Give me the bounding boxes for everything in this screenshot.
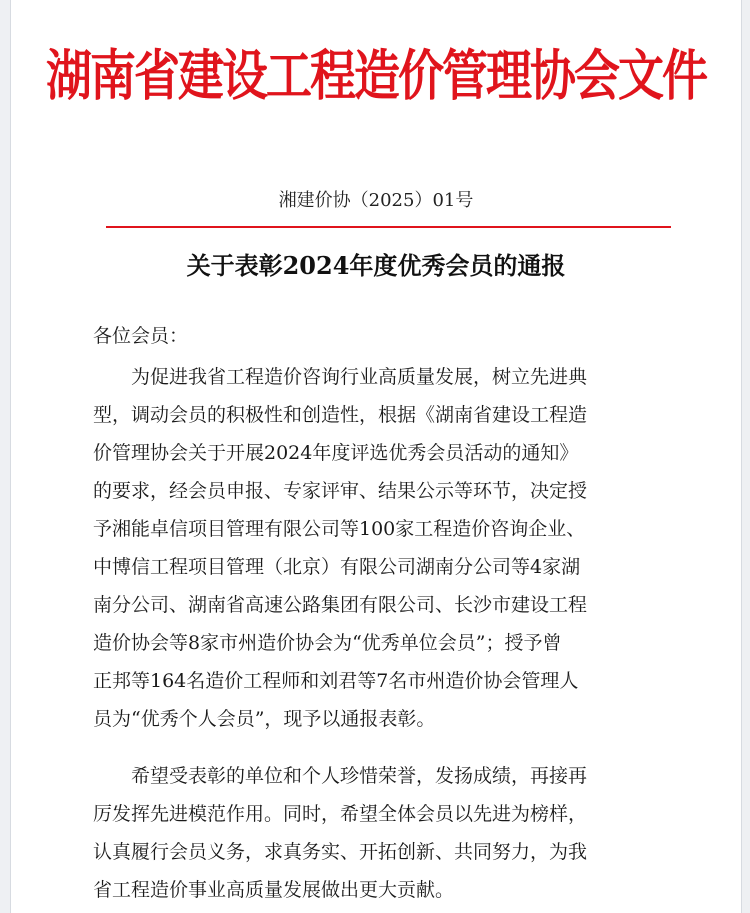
paragraph-1-line: 型，调动会员的积极性和创造性，根据《湖南省建设工程造	[93, 404, 588, 426]
red-divider-line	[106, 226, 671, 228]
paragraph-1-line: 正邦等164名造价工程师和刘君等7名市州造价协会管理人	[93, 670, 579, 692]
paragraph-1-line: 价管理协会关于开展2024年度评选优秀会员活动的通知》	[93, 442, 579, 464]
document-header-title: 湖南省建设工程造价管理协会文件	[46, 43, 706, 108]
notice-title: 关于表彰2024年度优秀会员的通报	[186, 251, 566, 280]
paragraph-1-line: 予湘能卓信项目管理有限公司等100家工程造价咨询企业、	[93, 518, 586, 540]
paragraph-2-line: 希望受表彰的单位和个人珍惜荣誉，发扬成绩，再接再	[131, 765, 588, 787]
salutation: 各位会员：	[93, 325, 189, 347]
paragraph-1-line: 中博信工程项目管理（北京）有限公司湖南分公司等4家湖	[93, 556, 581, 578]
right-page-gutter	[741, 0, 750, 913]
paragraph-1-line: 员为“优秀个人会员”，现予以通报表彰。	[93, 708, 436, 730]
paragraph-2-line: 省工程造价事业高质量发展做出更大贡献。	[93, 879, 455, 901]
paragraph-1-line: 南分公司、湖南省高速公路集团有限公司、长沙市建设工程	[93, 594, 588, 616]
document-page	[11, 0, 741, 913]
paragraph-1-line: 为促进我省工程造价咨询行业高质量发展，树立先进典	[131, 366, 588, 388]
paragraph-1-line: 的要求，经会员申报、专家评审、结果公示等环节，决定授	[93, 480, 588, 502]
paragraph-1-line: 造价协会等8家市州造价协会为“优秀单位会员”；授予曾	[93, 632, 562, 654]
left-page-gutter	[0, 0, 11, 913]
paragraph-2-line: 厉发挥先进模范作用。同时，希望全体会员以先进为榜样，	[93, 803, 588, 825]
document-number: 湘建价协（2025）01号	[278, 190, 474, 211]
paragraph-2-line: 认真履行会员义务，求真务实、开拓创新、共同努力，为我	[93, 841, 588, 863]
